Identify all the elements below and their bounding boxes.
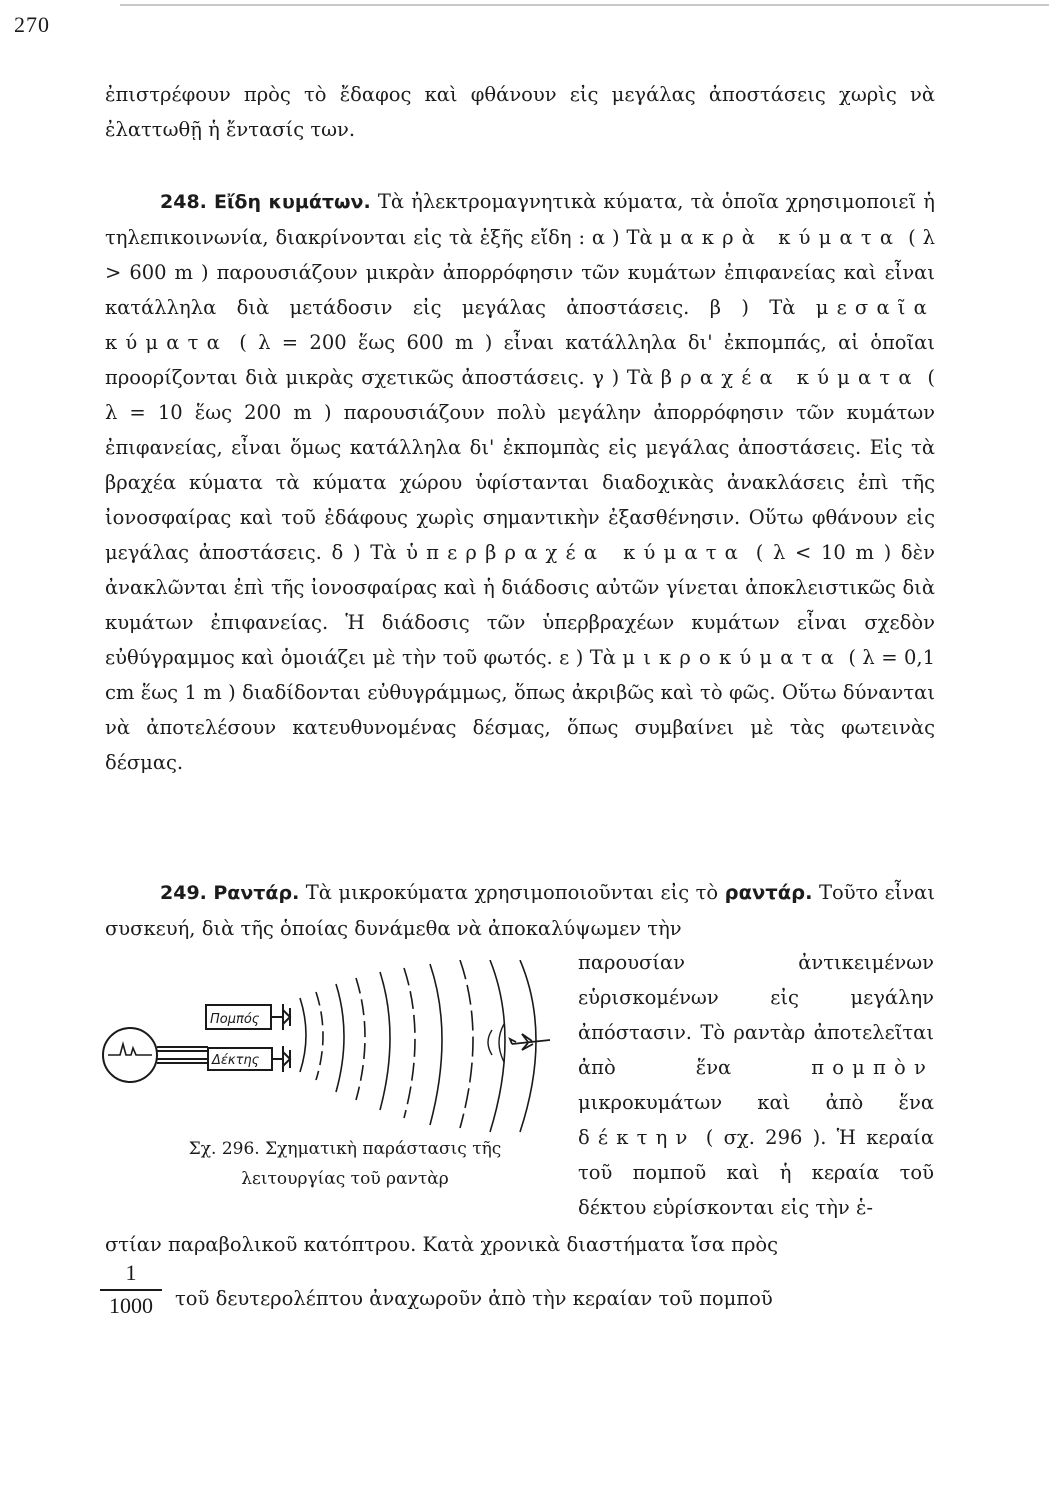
term-medium-waves: μεσαῖα κύματα [105, 296, 935, 354]
section-248-text-1: Τὰ ἠλεκτρομαγνητικὰ κύματα, τὰ ὁποῖα χρησιμοποιεῖ ἡ τηλεπικοινωνία, διακρίνονται εἰς τὰ ἑξῆς εἴδη : α ) Τὰ [105, 190, 935, 249]
wavefront-9 [490, 960, 505, 1132]
continuation-text: ἐπιστρέφουν πρὸς τὸ ἔδαφος καὶ φθάνουν εἰς μεγάλας ἀποστάσεις χωρὶς νὰ ἐλαττωθῇ ἡ ἔντασίς των. [105, 83, 935, 141]
page-number: 270 [14, 12, 50, 37]
section-248-text-2: ( λ > 600 m ) παρουσιάζουν μικρὰν ἀπορρόφησιν τῶν κυμάτων ἐπιφανείας καὶ εἶναι κατάλληλα διὰ μετάδοσιν εἰς μεγάλας ἀποστάσεις. β ) Τὰ [105, 226, 935, 319]
top-edge-rule [120, 4, 1049, 6]
fraction-denominator: 1000 [109, 1292, 153, 1318]
receiver-antenna [283, 1046, 290, 1072]
wavefront-1 [300, 998, 306, 1072]
section-248-text-6: ( λ = 0,1 cm ἕως 1 m ) διαδίδονται εὐθυγράμμως, ὅπως ἀκριβῶς καὶ τὸ φῶς. Οὕτω δύνανται νὰ ἀποτελέσουν κατευθυνομένας δέσμας, ὅπως συμβαίνει μὲ τὰς φωτεινὰς δέσμας. [105, 646, 935, 774]
section-249-title: Ραντάρ. [213, 882, 300, 904]
right-column-text-3: ( σχ. 296 ). Ἡ κεραία τοῦ πομποῦ καὶ ἡ κεραία τοῦ δέκτου εὑρίσκονται εἰς τὴν ἑ- [578, 1126, 934, 1219]
term-transmitter: πομπὸν [811, 1056, 934, 1079]
right-column-text-1: παρουσίαν ἀντικειμένων εὑρισκομένων εἰς μεγάλην ἀπόστασιν. Τὸ ραντὰρ ἀποτελεῖται ἀπὸ ἕνα [578, 951, 934, 1079]
wavefront-5 [380, 972, 390, 1110]
fraction-one-thousandth [100, 1260, 162, 1318]
radar-screen-trace [108, 1044, 152, 1055]
radar-schematic-figure [100, 960, 560, 1135]
term-long-waves: μακρὰ κύματα [659, 226, 902, 249]
paragraph-continuation [105, 77, 935, 147]
section-248-text-4: ( λ = 10 ἕως 200 m ) παρουσιάζουν πολὺ μεγάλην ἀπορρόφησιν τῶν κυμάτων ἐπιφανείας, εἶναι ὅμως κατάλληλα δι' ἐκπομπὰς εἰς μεγάλας ἀποστάσεις. Εἰς τὰ βραχέα κύματα τὰ κύματα χώρου ὑφίστανται διαδοχικὰς ἀνακλάσεις ἐπὶ τῆς ἰονοσφαίρας καὶ τοῦ ἐδάφους χωρὶς σημαντικὴν ἐξασθένησιν. Οὕτω φθάνουν εἰς μεγάλας ἀποστάσεις. δ ) Τὰ [105, 366, 935, 564]
section-248-text-3: ( λ = 200 ἕως 600 m ) εἶναι κατάλληλα δι' ἐκπομπάς, αἱ ὁποῖαι προορίζονται διὰ μικρὰς σχετικῶς ἀποστάσεις. γ ) Τὰ [105, 331, 935, 389]
right-column-text-2: μικροκυμάτων καὶ ἀπὸ ἕνα [578, 1091, 934, 1114]
fraction-line-words: τοῦ δευτερολέπτου ἀναχωροῦν ἀπὸ τὴν κεραίαν τοῦ πομποῦ [175, 1287, 773, 1310]
section-248-paragraph [105, 184, 935, 780]
wavefront-3 [336, 984, 344, 1092]
wavefront-6 [404, 968, 415, 1118]
echo-arc-1 [488, 1030, 492, 1055]
wavefront-8 [460, 960, 473, 1128]
fraction-numerator: 1 [125, 1260, 137, 1285]
echo-arc-2 [499, 1024, 504, 1062]
section-249-right-column [578, 945, 934, 1225]
receiver-label: Δέκτης [212, 1053, 260, 1068]
section-248-title: Εἴδη κυμάτων. [214, 191, 371, 213]
term-receiver: δέκτην [578, 1126, 696, 1149]
section-249-text-1: Τὰ μικροκύματα χρησιμοποιοῦνται εἰς τὸ [299, 881, 725, 904]
caption-line-1: Σχ. 296. Σχηματικὴ παράστασις τῆς [188, 1139, 502, 1159]
section-249-text-2: Τοῦτο εἶναι συσκευή, διὰ τῆς ὁποίας δυνάμεθα νὰ ἀποκαλύψωμεν τὴν [105, 881, 935, 940]
transmitter-antenna [283, 1004, 290, 1030]
radar-bold-word: ραντάρ. [724, 881, 813, 904]
term-ultrashort-waves: ὑπερβραχέα κύματα [406, 541, 747, 564]
transmitter-label: Πομπός [210, 1012, 260, 1027]
fraction-bar [100, 1289, 162, 1291]
wavefront-7 [430, 964, 442, 1125]
section-249-continuation [105, 1227, 935, 1262]
figure-caption [135, 1134, 555, 1194]
wavefront-2 [316, 992, 323, 1080]
section-249-intro [105, 875, 935, 946]
section-248-text-5: ( λ < 10 m ) δὲν ἀνακλῶνται ἐπὶ τῆς ἰονοσφαίρας καὶ ἡ διάδοσις αὐτῶν γίνεται ἀποκλειστικῶς διὰ κυμάτων ἐπιφανείας. Ἡ διάδοσις τῶν ὑπερβραχέων κυμάτων εἶναι σχεδὸν εὐθύγραμμος καὶ ὁμοιάζει μὲ τὴν τοῦ φωτός. ε ) Τὰ [105, 541, 935, 669]
bottom-line-text: στίαν παραβολικοῦ κατόπτρου. Κατὰ χρονικὰ διαστήματα ἴσα πρὸς [105, 1233, 779, 1256]
term-short-waves: βραχέα κύματα [660, 366, 920, 389]
wavefront-4 [356, 978, 365, 1100]
aircraft-icon [510, 1034, 550, 1050]
fraction-line-text [175, 1281, 935, 1316]
term-microwaves: μικροκύματα [622, 646, 842, 669]
section-248-number: 248. [160, 191, 207, 213]
section-249-number: 249. [160, 882, 207, 904]
caption-line-2: λειτουργίας τοῦ ραντὰρ [241, 1169, 449, 1189]
